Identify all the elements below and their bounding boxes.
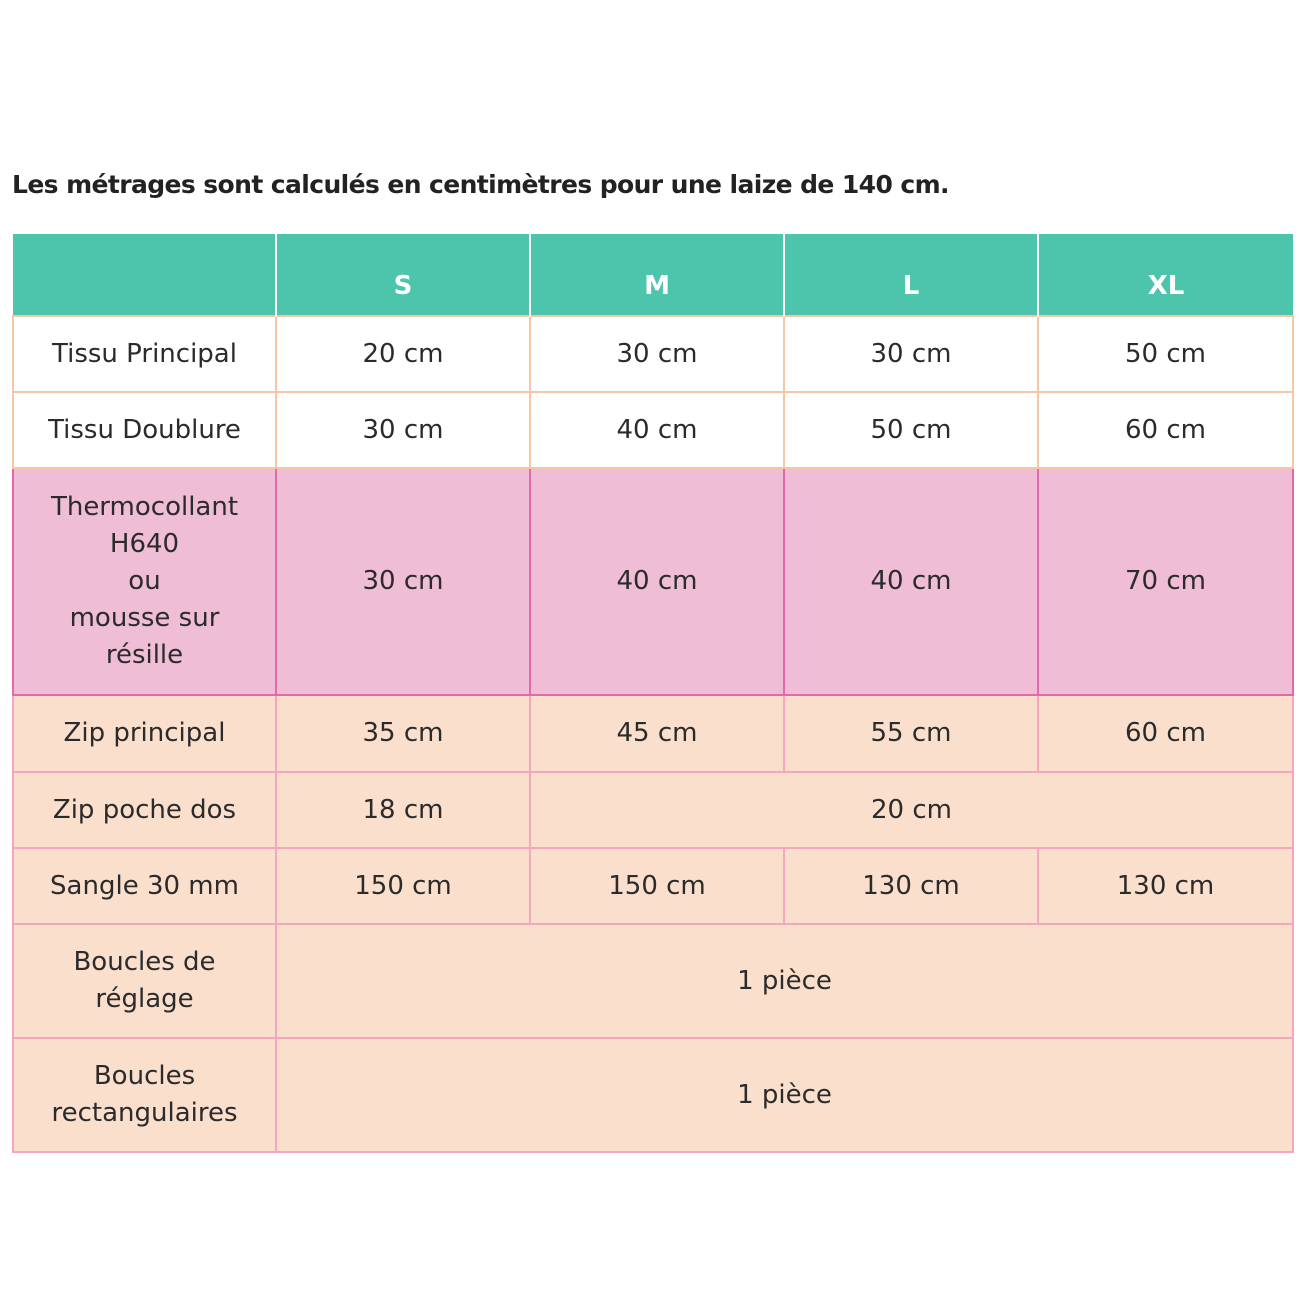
header-size-l: L [784, 234, 1038, 316]
cell-s: 35 cm [276, 695, 530, 772]
table-row-tissu-principal [13, 316, 1293, 392]
row-label: Sangle 30 mm [13, 848, 276, 924]
table-row-zip-poche-dos [13, 772, 1293, 848]
row-label: Zip principal [13, 695, 276, 772]
table-row-boucles-reglage [13, 924, 1293, 1038]
row-label-line: rectangulaires [51, 1098, 238, 1128]
row-label: Zip poche dos [13, 772, 276, 848]
cell-m: 40 cm [530, 392, 784, 468]
cell-s: 30 cm [276, 392, 530, 468]
header-size-s: S [276, 234, 530, 316]
cell-xl: 60 cm [1038, 392, 1293, 468]
table-row-boucles-rectangulaires [13, 1038, 1293, 1152]
cell-all-sizes: 1 pièce [276, 1038, 1293, 1152]
cell-m: 150 cm [530, 848, 784, 924]
cell-l: 40 cm [784, 468, 1038, 695]
cell-s: 18 cm [276, 772, 530, 848]
row-label-line: Thermocollant [50, 492, 239, 522]
row-label-line: résille [105, 640, 184, 670]
cell-l: 50 cm [784, 392, 1038, 468]
cell-xl: 60 cm [1038, 695, 1293, 772]
table-row-zip-principal [13, 695, 1293, 772]
row-label-line: réglage [95, 984, 194, 1014]
row-label-line: Boucles [93, 1061, 196, 1091]
row-label [13, 1038, 276, 1152]
cell-m: 30 cm [530, 316, 784, 392]
cell-m: 45 cm [530, 695, 784, 772]
cell-l: 130 cm [784, 848, 1038, 924]
row-label [13, 924, 276, 1038]
row-label-line: ou [128, 566, 161, 596]
table-caption: Les métrages sont calculés en centimètres pour une laize de 140 cm. [12, 170, 949, 199]
cell-s: 20 cm [276, 316, 530, 392]
header-size-xl: XL [1038, 234, 1293, 316]
cell-l: 30 cm [784, 316, 1038, 392]
cell-all-sizes: 1 pièce [276, 924, 1293, 1038]
row-label-line: H640 [109, 529, 180, 559]
table-row-sangle [13, 848, 1293, 924]
cell-xl: 50 cm [1038, 316, 1293, 392]
table-header-row [13, 234, 1293, 316]
cell-m: 40 cm [530, 468, 784, 695]
header-size-m: M [530, 234, 784, 316]
table-row-thermocollant [13, 468, 1293, 695]
cell-m-to-xl: 20 cm [530, 772, 1293, 848]
row-label-line: Boucles de [73, 947, 216, 977]
cell-xl: 130 cm [1038, 848, 1293, 924]
row-label: Tissu Doublure [13, 392, 276, 468]
size-table [12, 234, 1294, 1153]
row-label-line: mousse sur [69, 603, 220, 633]
cell-xl: 70 cm [1038, 468, 1293, 695]
table-row-tissu-doublure [13, 392, 1293, 468]
row-label: Tissu Principal [13, 316, 276, 392]
header-empty [13, 234, 276, 316]
cell-s: 150 cm [276, 848, 530, 924]
cell-l: 55 cm [784, 695, 1038, 772]
cell-s: 30 cm [276, 468, 530, 695]
row-label [13, 468, 276, 695]
